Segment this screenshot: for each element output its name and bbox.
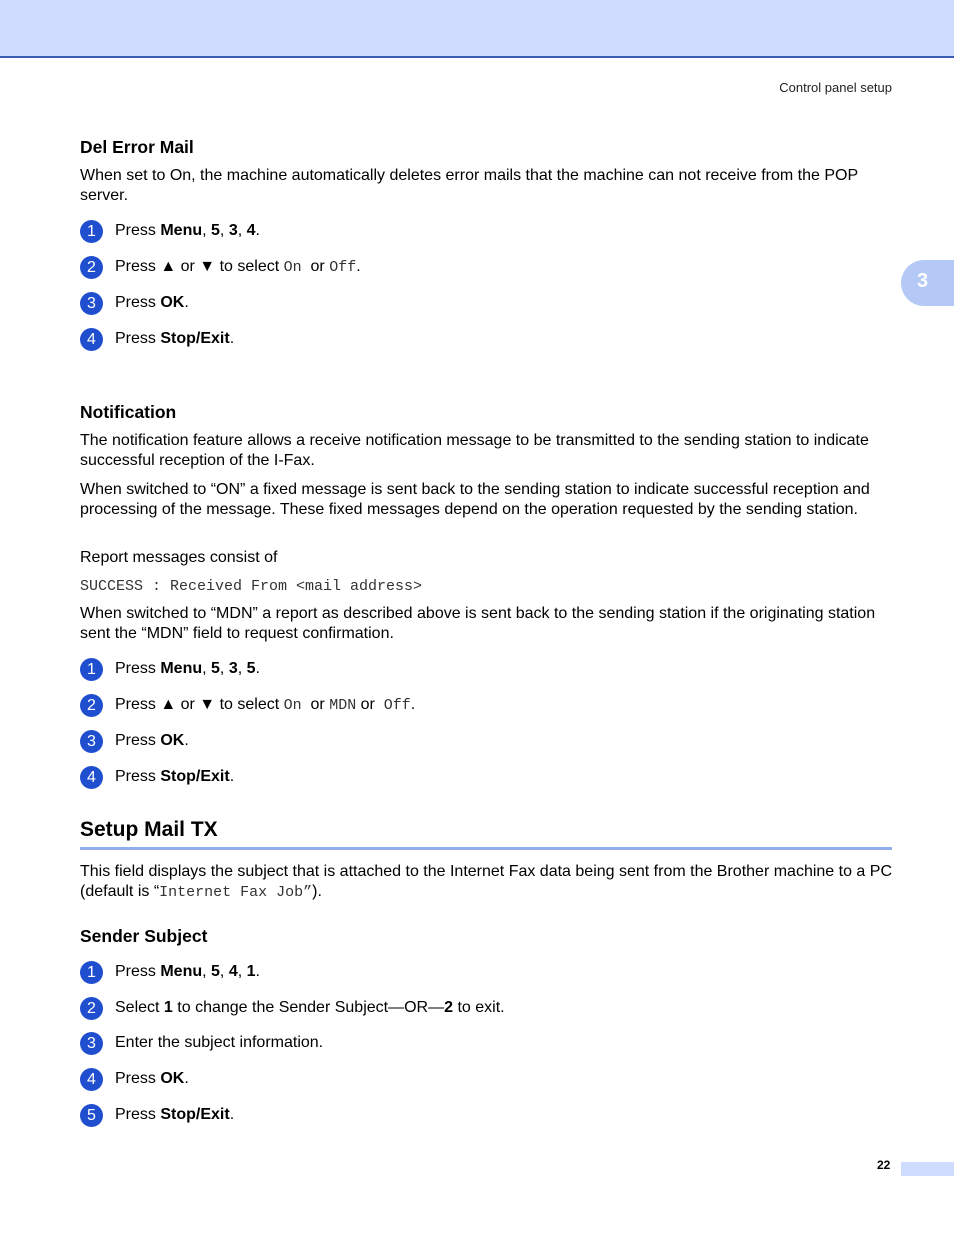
step-number: 4 xyxy=(80,766,103,789)
step-number: 3 xyxy=(80,1032,103,1055)
section-rule xyxy=(80,847,892,850)
notification-para-2: When switched to “ON” a fixed message is sent back to the sending station to indicate successful reception and processing of the message. These fixed messages depend on the operation requested by the sending station. xyxy=(80,481,870,518)
step-text: Press Stop/Exit. xyxy=(115,768,235,785)
step-text: Press OK. xyxy=(115,1070,189,1087)
chapter-tab[interactable] xyxy=(901,260,954,306)
step-text: Press ▲ or ▼ to select On or Off. xyxy=(115,258,361,276)
step-text: Press Stop/Exit. xyxy=(115,330,235,347)
notification-code: SUCCESS : Received From <mail address> xyxy=(80,578,423,595)
step-text: Press OK. xyxy=(115,732,189,749)
step-number: 3 xyxy=(80,730,103,753)
step-number: 1 xyxy=(80,220,103,243)
step-number: 4 xyxy=(80,1068,103,1091)
header-bar xyxy=(0,0,954,58)
setup-mail-tx-intro: This field displays the subject that is attached to the Internet Fax data being sent from the Brother machine to a PC (default is “Internet Fax Job”). xyxy=(80,863,892,901)
step-text: Press Menu, 5, 3, 5. xyxy=(115,660,260,677)
running-head: Control panel setup xyxy=(779,80,892,95)
chapter-tab-number: 3 xyxy=(917,270,929,292)
step-text: Press Menu, 5, 4, 1. xyxy=(115,963,260,980)
footer-bar xyxy=(901,1162,954,1176)
step-number: 2 xyxy=(80,256,103,279)
step-text: Press Stop/Exit. xyxy=(115,1106,235,1123)
step-number: 2 xyxy=(80,694,103,717)
step-text: Press Menu, 5, 3, 4. xyxy=(115,222,260,239)
step-number: 1 xyxy=(80,961,103,984)
heading-del-error-mail: Del Error Mail xyxy=(80,137,194,157)
notification-para-3: Report messages consist of xyxy=(80,549,278,566)
step-number: 5 xyxy=(80,1104,103,1127)
step-text: Select 1 to change the Sender Subject—OR—2 to exit. xyxy=(115,999,505,1016)
notification-para-4: When switched to “MDN” a report as described above is sent back to the sending station if the originating station sent the “MDN” field to request confirmation. xyxy=(80,605,876,642)
step-number: 2 xyxy=(80,997,103,1020)
heading-setup-mail-tx: Setup Mail TX xyxy=(80,818,218,841)
del-error-mail-intro: When set to On, the machine automatically deletes error mails that the machine can not receive from the POP server. xyxy=(80,167,858,204)
step-text: Enter the subject information. xyxy=(115,1034,324,1051)
notification-para-1: The notification feature allows a receive notification message to be transmitted to the sending station to indicate successful reception of the I-Fax. xyxy=(80,432,869,469)
step-number: 1 xyxy=(80,658,103,681)
heading-sender-subject: Sender Subject xyxy=(80,926,208,946)
step-text: Press OK. xyxy=(115,294,189,311)
heading-notification: Notification xyxy=(80,402,177,422)
step-number: 4 xyxy=(80,328,103,351)
step-number: 3 xyxy=(80,292,103,315)
page-number: 22 xyxy=(877,1158,891,1172)
step-text: Press ▲ or ▼ to select On or MDN or Off. xyxy=(115,696,416,714)
